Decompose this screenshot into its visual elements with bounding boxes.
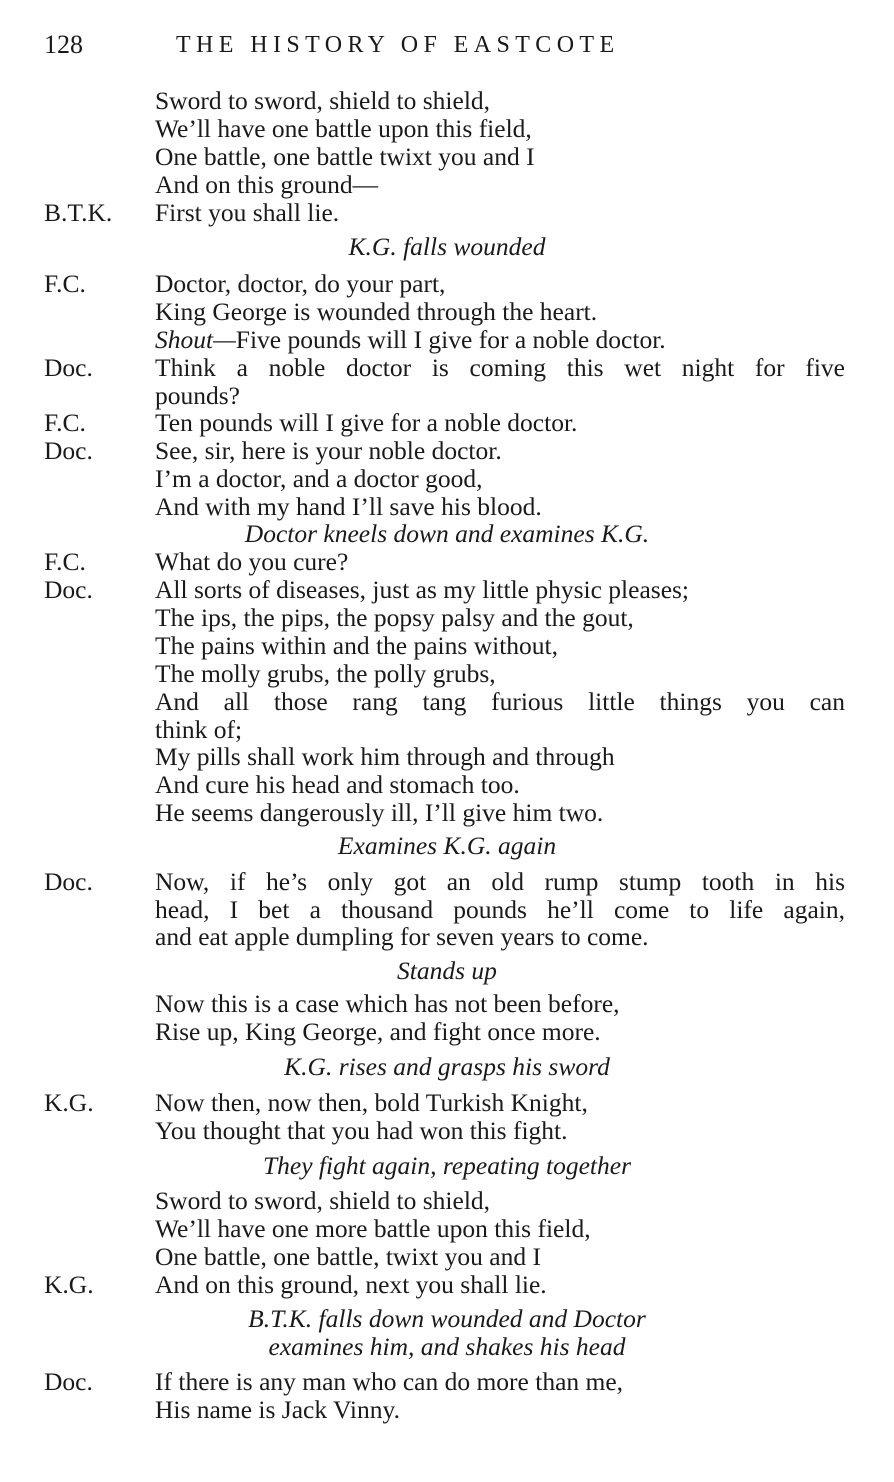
text-line	[0, 743, 894, 771]
line-text: And cure his head and stomach too.	[155, 770, 520, 799]
direction-text: B.T.K. falls down wounded and Doctor	[248, 1304, 646, 1333]
line-text	[155, 326, 845, 354]
line-text: think of;	[155, 715, 243, 744]
line-text: pounds?	[155, 381, 240, 410]
text-line	[0, 1018, 894, 1046]
shout-text: Five pounds will I give for a noble doctor.	[235, 325, 666, 354]
text-line	[0, 896, 894, 924]
speaker-label: F.C.	[44, 408, 86, 437]
text-line	[0, 1089, 894, 1117]
direction-text: Stands up	[397, 956, 497, 985]
speaker-label: Doc.	[44, 867, 93, 896]
line-text: and eat apple dumpling for seven years to come.	[155, 922, 649, 951]
text-line	[0, 171, 894, 199]
text-line	[0, 115, 894, 143]
line-text: All sorts of diseases, just as my little physic pleases;	[155, 575, 690, 604]
text-line	[0, 923, 894, 951]
line-text: You thought that you had won this fight.	[155, 1116, 568, 1145]
speaker-label: K.G.	[44, 1088, 94, 1117]
text-line	[0, 1368, 894, 1396]
line-text: What do you cure?	[155, 547, 349, 576]
line-text: His name is Jack Vinny.	[155, 1395, 400, 1424]
line-text: The pains within and the pains without,	[155, 631, 558, 660]
text-line	[0, 1187, 894, 1215]
line-text: See, sir, here is your noble doctor.	[155, 436, 502, 465]
line-text: Now then, now then, bold Turkish Knight,	[155, 1088, 588, 1117]
speaker-label: Doc.	[44, 436, 93, 465]
line-text: One battle, one battle, twixt you and I	[155, 1242, 541, 1271]
stage-direction	[0, 520, 894, 548]
line-text: And with my hand I’ll save his blood.	[155, 492, 542, 521]
line-text: King George is wounded through the heart.	[155, 297, 598, 326]
text-line	[0, 326, 894, 354]
text-line	[0, 716, 894, 744]
text-line	[0, 437, 894, 465]
text-line	[0, 799, 894, 827]
text-line	[0, 143, 894, 171]
text-line	[0, 199, 894, 227]
direction-text: K.G. falls wounded	[348, 232, 546, 261]
text-line	[0, 1271, 894, 1299]
line-text: I’m a doctor, and a doctor good,	[155, 464, 483, 493]
text-line	[0, 1243, 894, 1271]
line-text: Now, if he’s only got an old rump stump tooth in his	[155, 867, 845, 896]
text-line	[0, 576, 894, 604]
text-line	[0, 270, 894, 298]
running-title: THE HISTORY OF EASTCOTE	[176, 32, 620, 58]
text-line	[0, 298, 894, 326]
speaker-label: Doc.	[44, 575, 93, 604]
direction-text: K.G. rises and grasps his sword	[284, 1052, 610, 1081]
stage-direction	[0, 1333, 894, 1361]
text-line	[0, 1215, 894, 1243]
line-text: First you shall lie.	[155, 198, 340, 227]
direction-text: Examines K.G. again	[337, 831, 557, 860]
stage-direction	[0, 1053, 894, 1081]
line-text: The molly grubs, the polly grubs,	[155, 659, 496, 688]
stage-direction	[0, 1305, 894, 1333]
speaker-label: K.G.	[44, 1270, 94, 1299]
stage-direction	[0, 957, 894, 985]
stage-direction	[0, 233, 894, 261]
text-line	[0, 409, 894, 437]
line-text: My pills shall work him through and through	[155, 742, 615, 771]
line-text: And all those rang tang furious little things you can	[155, 687, 845, 716]
text-line	[0, 493, 894, 521]
text-line	[0, 868, 894, 896]
speaker-label: Doc.	[44, 353, 93, 382]
line-text: Sword to sword, shield to shield,	[155, 1186, 491, 1215]
line-text: We’ll have one battle upon this field,	[155, 114, 532, 143]
text-line	[0, 548, 894, 576]
line-text: The ips, the pips, the popsy palsy and the gout,	[155, 603, 634, 632]
line-text: One battle, one battle twixt you and I	[155, 142, 535, 171]
line-text: And on this ground, next you shall lie.	[155, 1270, 547, 1299]
line-text: Rise up, King George, and fight once more.	[155, 1017, 601, 1046]
line-text: head, I bet a thousand pounds he’ll come to life again,	[155, 895, 845, 924]
shout-cue: Shout—	[155, 325, 236, 354]
line-text: Think a noble doctor is coming this wet night for five	[155, 353, 845, 382]
text-line	[0, 87, 894, 115]
text-line	[0, 465, 894, 493]
line-text: Ten pounds will I give for a noble doctor.	[155, 408, 578, 437]
text-line	[0, 632, 894, 660]
text-line	[0, 382, 894, 410]
text-line	[0, 771, 894, 799]
line-text: We’ll have one more battle upon this field,	[155, 1214, 591, 1243]
speaker-label: F.C.	[44, 547, 86, 576]
line-text: Sword to sword, shield to shield,	[155, 86, 491, 115]
line-text: He seems dangerously ill, I’ll give him two.	[155, 798, 604, 827]
speaker-label: B.T.K.	[44, 198, 113, 227]
page-number: 128	[44, 30, 83, 59]
direction-text: They fight again, repeating together	[262, 1151, 632, 1180]
speaker-label: Doc.	[44, 1367, 93, 1396]
text-line	[0, 660, 894, 688]
speaker-label: F.C.	[44, 269, 86, 298]
line-text: And on this ground—	[155, 170, 379, 199]
text-line	[0, 1117, 894, 1145]
text-line	[0, 990, 894, 1018]
text-line	[0, 1396, 894, 1424]
line-text: If there is any man who can do more than me,	[155, 1367, 624, 1396]
text-line	[0, 354, 894, 382]
stage-direction	[0, 832, 894, 860]
text-line	[0, 688, 894, 716]
direction-text: examines him, and shakes his head	[268, 1332, 626, 1361]
line-text: Now this is a case which has not been before,	[155, 989, 620, 1018]
stage-direction	[0, 1152, 894, 1180]
text-line	[0, 604, 894, 632]
direction-text: Doctor kneels down and examines K.G.	[244, 519, 650, 548]
line-text: Doctor, doctor, do your part,	[155, 269, 446, 298]
